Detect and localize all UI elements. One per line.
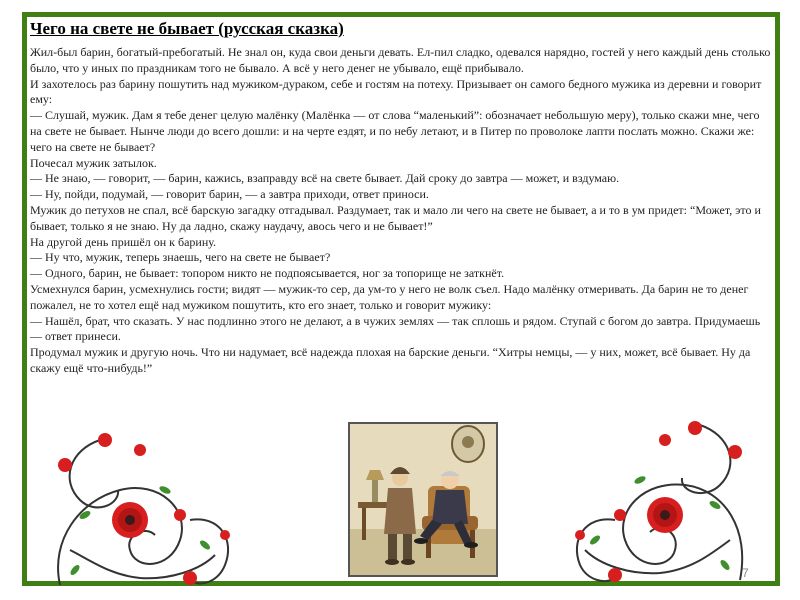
floral-swirl-icon <box>560 410 760 590</box>
story-paragraph: На другой день пришёл он к барину. <box>30 234 217 249</box>
page-number: 7 <box>742 566 749 580</box>
story-paragraph: — Нашёл, брат, что сказать. У нас подлинно этого не делают, а в чужих землях — так сплошь и рядом. Ступай с богом до завтра. Придумаешь — ответ принеси. <box>30 313 761 344</box>
story-paragraph: — Не знаю, — говорит, — барин, кажись, взаправду всё на свете бывает. Дай сроку до завтра — может, и вздумаю. <box>30 171 620 186</box>
story-paragraph: Продумал мужик и другую ночь. Что ни надумает, всё надежда плохая на барские деньги. “Хитры немцы, — у них, может, всё бывает. Ну да скажу ещё что-нибудь!” <box>30 345 751 375</box>
story-paragraph: Жил-был барин, богатый-пребогатый. Не знал он, куда свои деньги девать. Ел-пил сладко, одевался нарядно, гостей у него каждый день столько было, что у иных по праздникам того не бывало. А всё у него денег не убывало, ещё прибывало. <box>30 45 771 75</box>
story-paragraph: Почесал мужик затылок. <box>30 155 157 170</box>
story-illustration-picture <box>350 424 496 575</box>
story-paragraph: — Ну что, мужик, теперь знаешь, чего на свете не бывает? <box>30 250 331 265</box>
story-paragraph: Мужик до петухов не спал, всё барскую загадку отгадывал. Раздумает, так и мало ли чего на свете не бывает, а и то в ум придет: “Может, это и бывает, только я не знаю. Ну да ладно, скажу наудачу, авось чего и не бывает!” <box>30 202 761 233</box>
story-paragraph: И захотелось раз барину пошутить над мужиком-дураком, себе и гостям на потеху. Призывает он самого бедного мужика из деревни и говорит ему: <box>30 76 762 107</box>
story-paragraph: — Слушай, мужик. Дам я тебе денег целую малёнку (Малёнка — от слова “маленький”: обозначает небольшую меру), только скажи мне, чего на свете не бывает. Нынче люди до всего дошли: и на черте ездят, и по небу летают, и в Питер по проволоке лапти послать можно. Скажи же: чего на свете не бывает? <box>30 108 760 154</box>
slide-title: Чего на свете не бывает (русская сказка) <box>30 19 344 38</box>
story-paragraph: — Одного, барин, не бывает: топором никто не подпоясывается, ног за топорище не заткнёт. <box>30 266 505 281</box>
story-text <box>30 45 772 377</box>
story-paragraph: — Ну, пойди, подумай, — говорит барин, — а завтра приходи, ответ приноси. <box>30 187 429 202</box>
story-illustration <box>348 422 498 577</box>
floral-swirl-icon <box>40 420 240 595</box>
story-paragraph: Усмехнулся барин, усмехнулись гости; видят — мужик-то сер, да ум-то у него не волк съел. Надо малёнку отмеривать. Да барин не то денег пожалел, не то хотел ещё над мужиком пошутить, кто его знает, только и говорит мужику: <box>30 281 749 312</box>
